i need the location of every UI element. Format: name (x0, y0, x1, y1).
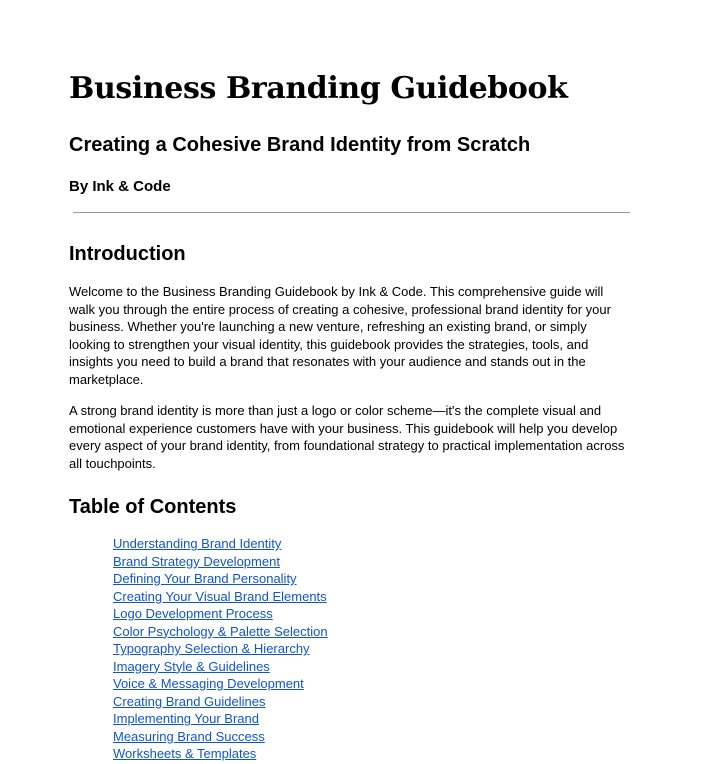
toc-heading: Table of Contents (69, 496, 237, 518)
toc-link[interactable]: Creating Your Visual Brand Elements (113, 588, 327, 604)
toc-link[interactable]: Understanding Brand Identity (113, 536, 282, 551)
toc-link[interactable]: Implementing Your Brand (113, 711, 259, 726)
toc-link[interactable]: Imagery Style & Guidelines (113, 658, 270, 674)
toc-link[interactable]: Worksheets & Templates (113, 746, 257, 761)
introduction-heading: Introduction (69, 243, 186, 265)
horizontal-divider (73, 212, 630, 213)
toc-link[interactable]: Defining Your Brand Personality (113, 571, 297, 586)
toc-link[interactable]: Typography Selection & Hierarchy (113, 641, 310, 656)
document-byline: By Ink & Code (69, 178, 171, 195)
toc-link[interactable]: Creating Brand Guidelines (113, 693, 266, 709)
introduction-paragraph-2: A strong brand identity is more than just a logo or color scheme—it's the complete visual and emotional experience customers have with your business. This guidebook will help you develop every aspect of your brand identity, from foundational strategy to practical implementation across all touchpoints. (69, 403, 625, 471)
toc-link[interactable]: Measuring Brand Success (113, 728, 265, 744)
toc-link[interactable]: Brand Strategy Development (113, 553, 280, 569)
document-title: Business Branding Guidebook (69, 71, 568, 106)
document-subtitle: Creating a Cohesive Brand Identity from Scratch (69, 134, 531, 156)
toc-link[interactable]: Voice & Messaging Development (113, 676, 304, 691)
toc-link[interactable]: Logo Development Process (113, 606, 273, 621)
introduction-paragraph-1: Welcome to the Business Branding Guidebook by Ink & Code. This comprehensive guide will walk you through the entire process of creating a cohesive, professional brand identity for your business. Whether you're launching a new venture, refreshing an existing brand, or simply looking to strengthen your visual identity, this guidebook provides the strategies, tools, and insights you need to build a brand that resonates with your audience and stands out in the marketplace. (69, 284, 611, 387)
toc-link[interactable]: Color Psychology & Palette Selection (113, 623, 328, 639)
